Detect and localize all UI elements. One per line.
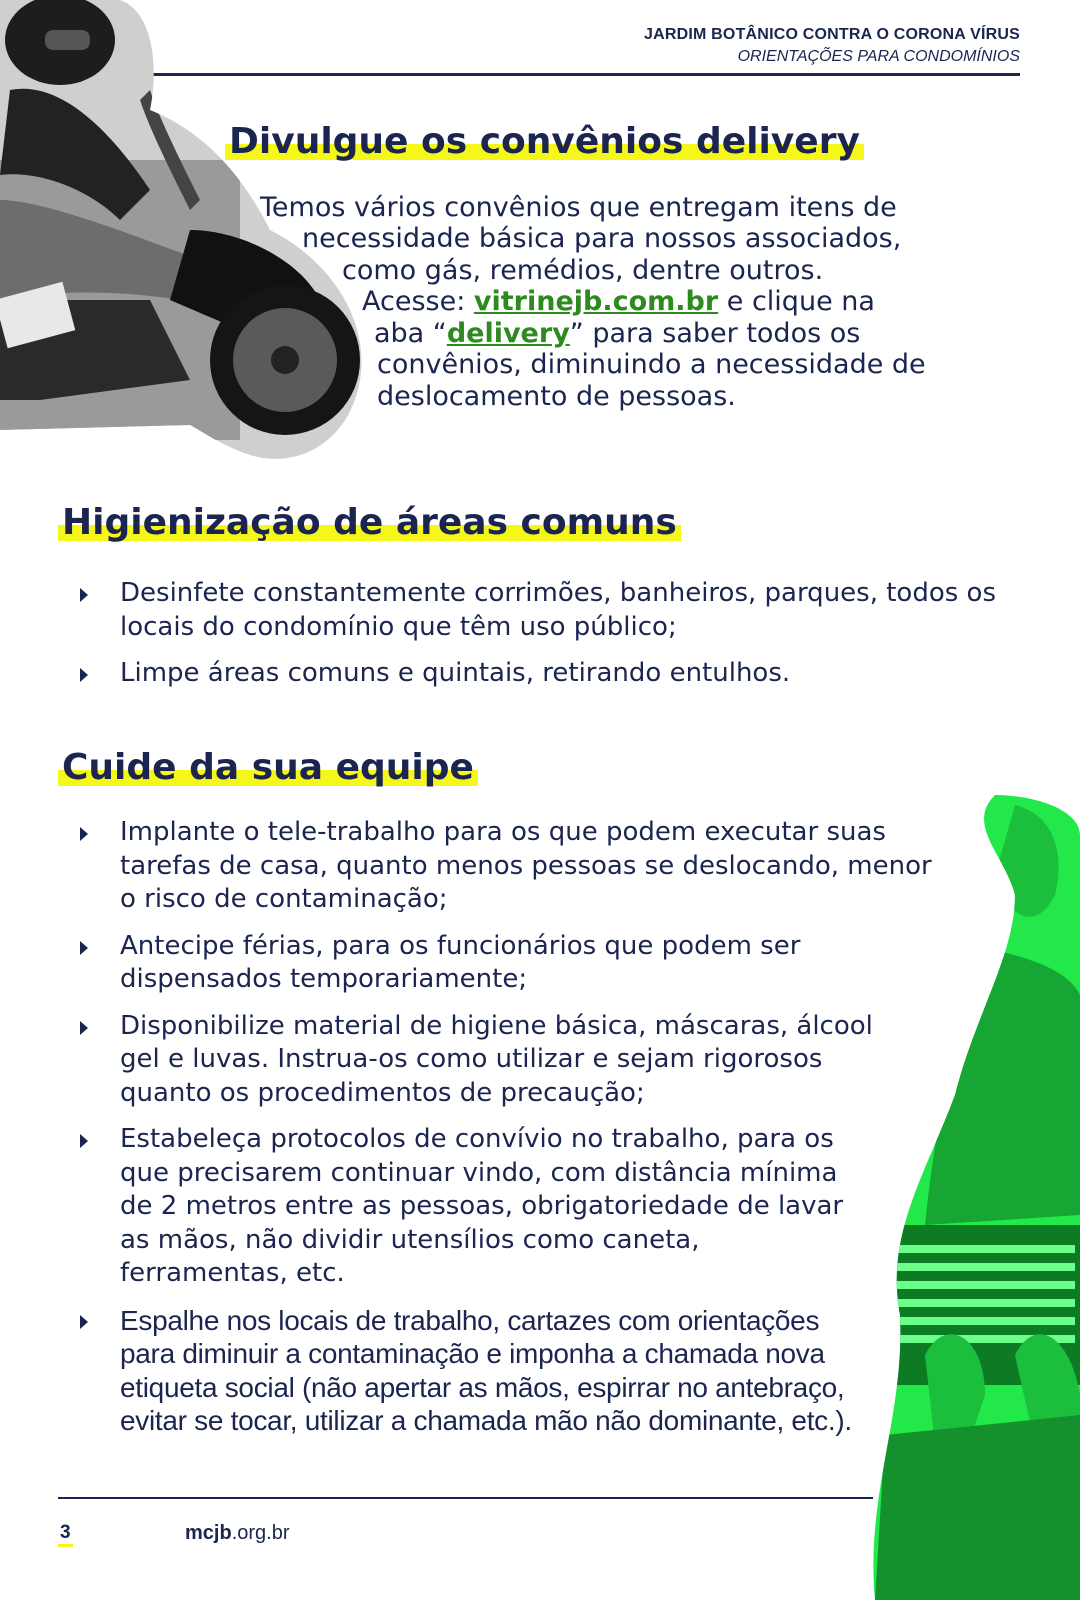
bullet-arrow-icon [80, 1315, 88, 1329]
list-item [80, 930, 920, 997]
site-url[interactable] [185, 1522, 290, 1545]
delivery-text-fragment: ” para saber todos os [569, 318, 861, 349]
list-item [80, 657, 1010, 691]
delivery-text-line [374, 318, 860, 350]
site-url-bold: mcjb [185, 1522, 232, 1544]
team-list [80, 816, 960, 1451]
list-item-text: Desinfete constantemente corrimões, banheiros, parques, todos os locais do condomínio que têm uso público; [120, 578, 997, 642]
list-item-text: Antecipe férias, para os funcionários que podem ser dispensados temporariamente; [120, 930, 801, 994]
delivery-text-line: deslocamento de pessoas. [377, 381, 736, 412]
list-item [80, 1010, 910, 1111]
footer-divider [58, 1497, 873, 1499]
delivery-link[interactable]: delivery [446, 318, 570, 349]
bullet-arrow-icon [80, 941, 88, 955]
list-item-text: Disponibilize material de higiene básica, máscaras, álcool gel e luvas. Instrua-os como utilizar e sejam rigorosos quanto os procedimentos de precaução; [120, 1010, 873, 1108]
delivery-text-line: convênios, diminuindo a necessidade de [377, 349, 926, 380]
list-item-text: Implante o tele-trabalho para os que podem executar suas tarefas de casa, quanto menos pessoas se deslocando, menor o risco de contaminação; [120, 817, 932, 914]
header-subtitle: ORIENTAÇÕES PARA CONDOMÍNIOS [737, 48, 1020, 65]
list-item-text: Limpe áreas comuns e quintais, retirando entulhos. [120, 658, 791, 688]
list-item [80, 577, 1010, 644]
section-title-team: Cuide da sua equipe [58, 750, 478, 786]
site-url-rest: .org.br [231, 1522, 290, 1544]
hygiene-list [80, 577, 1010, 704]
list-item [80, 816, 940, 917]
delivery-text-fragment: Acesse: [362, 286, 474, 317]
delivery-text-line: Temos vários convênios que entregam itens de [260, 192, 897, 223]
delivery-text-line [362, 286, 875, 318]
section-title-hygiene: Higienização de áreas comuns [58, 505, 681, 541]
bullet-arrow-icon [80, 1021, 88, 1035]
list-item-text: Estabeleça protocolos de convívio no trabalho, para os que precisarem continuar vindo, com distância mínima de 2 metros entre as pessoas, obrigatoriedade de lavar as mãos, não dividir utensílios como caneta, ferramentas, etc. [120, 1124, 844, 1288]
bullet-arrow-icon [80, 827, 88, 841]
list-item-text: Espalhe nos locais de trabalho, cartazes com orientações para diminuir a contaminação e imponha a chamada nova etiqueta social (não apertar as mãos, espirrar no antebraço, evitar se tocar, utilizar a chamada mão não dominante, etc.). [120, 1304, 852, 1436]
delivery-text-line: necessidade básica para nossos associados, [302, 223, 902, 254]
delivery-text-fragment: e clique na [718, 286, 875, 317]
page-number: 3 [58, 1522, 73, 1547]
delivery-text-line: como gás, remédios, dentre outros. [342, 255, 824, 286]
section-title-delivery: Divulgue os convênios delivery [225, 124, 864, 160]
delivery-text-fragment: aba “ [374, 318, 447, 349]
bullet-arrow-icon [80, 668, 88, 682]
vitrinejb-link[interactable]: vitrinejb.com.br [473, 286, 719, 317]
bullet-arrow-icon [80, 1134, 88, 1148]
list-item [80, 1304, 860, 1438]
bullet-arrow-icon [80, 588, 88, 602]
header-title: JARDIM BOTÂNICO CONTRA O CORONA VÍRUS [644, 26, 1020, 43]
list-item [80, 1123, 860, 1291]
